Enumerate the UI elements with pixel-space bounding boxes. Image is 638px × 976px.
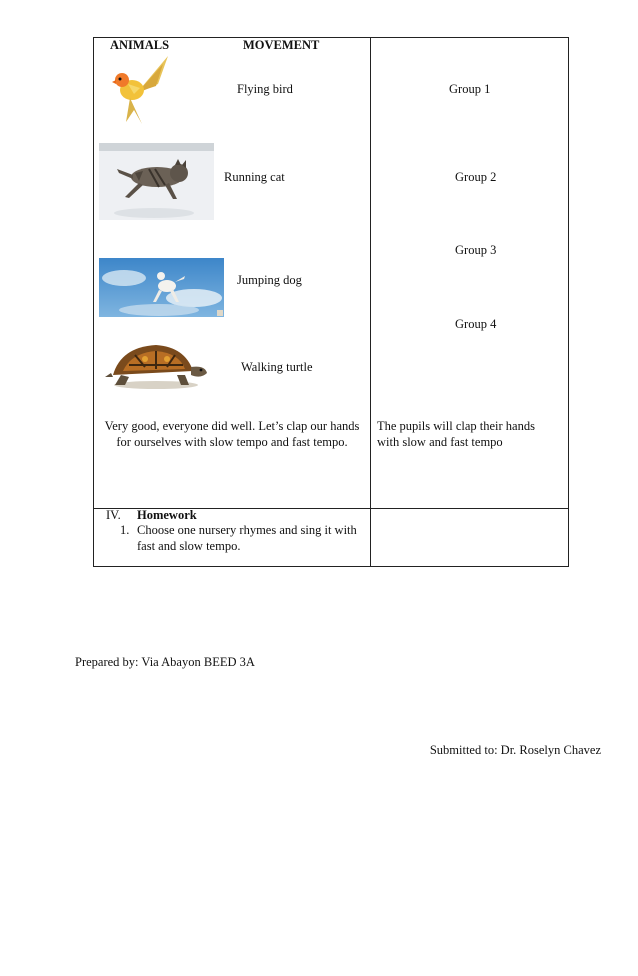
animal-label-running-cat: Running cat [224,170,285,184]
group-label-1: Group 1 [449,82,491,96]
pupil-activity-text: The pupils will clap their hands with slow and fast tempo [377,419,535,449]
submitted-to-text: Submitted to: Dr. Roselyn Chavez [429,743,601,757]
flying-bird-photo [108,54,172,128]
group-label-4: Group 4 [455,317,497,331]
animal-label-jumping-dog: Jumping dog [237,273,302,287]
group-label-2: Group 2 [455,170,497,184]
walking-turtle-photo [101,341,211,391]
animal-label-walking-turtle: Walking turtle [241,360,313,374]
jumping-dog-photo [99,258,224,317]
header-movement: MOVEMENT [243,38,320,52]
homework-numeral: IV. [106,508,121,522]
prepared-by-text: Prepared by: Via Abayon BEED 3A [75,655,255,669]
homework-item-text: Choose one nursery rhymes and sing it with fast and slow tempo. [137,523,357,553]
homework-title: Homework [137,508,197,522]
running-cat-photo [99,143,214,220]
table-column-divider [370,37,371,567]
teacher-activity-text: Very good, everyone did well. Let’s clap our hands for ourselves with slow tempo and fast tempo. [104,419,360,449]
group-label-3: Group 3 [455,243,497,257]
animal-label-flying-bird: Flying bird [237,82,293,96]
homework-item-number: 1. [120,523,130,537]
header-animals: ANIMALS [110,38,170,52]
